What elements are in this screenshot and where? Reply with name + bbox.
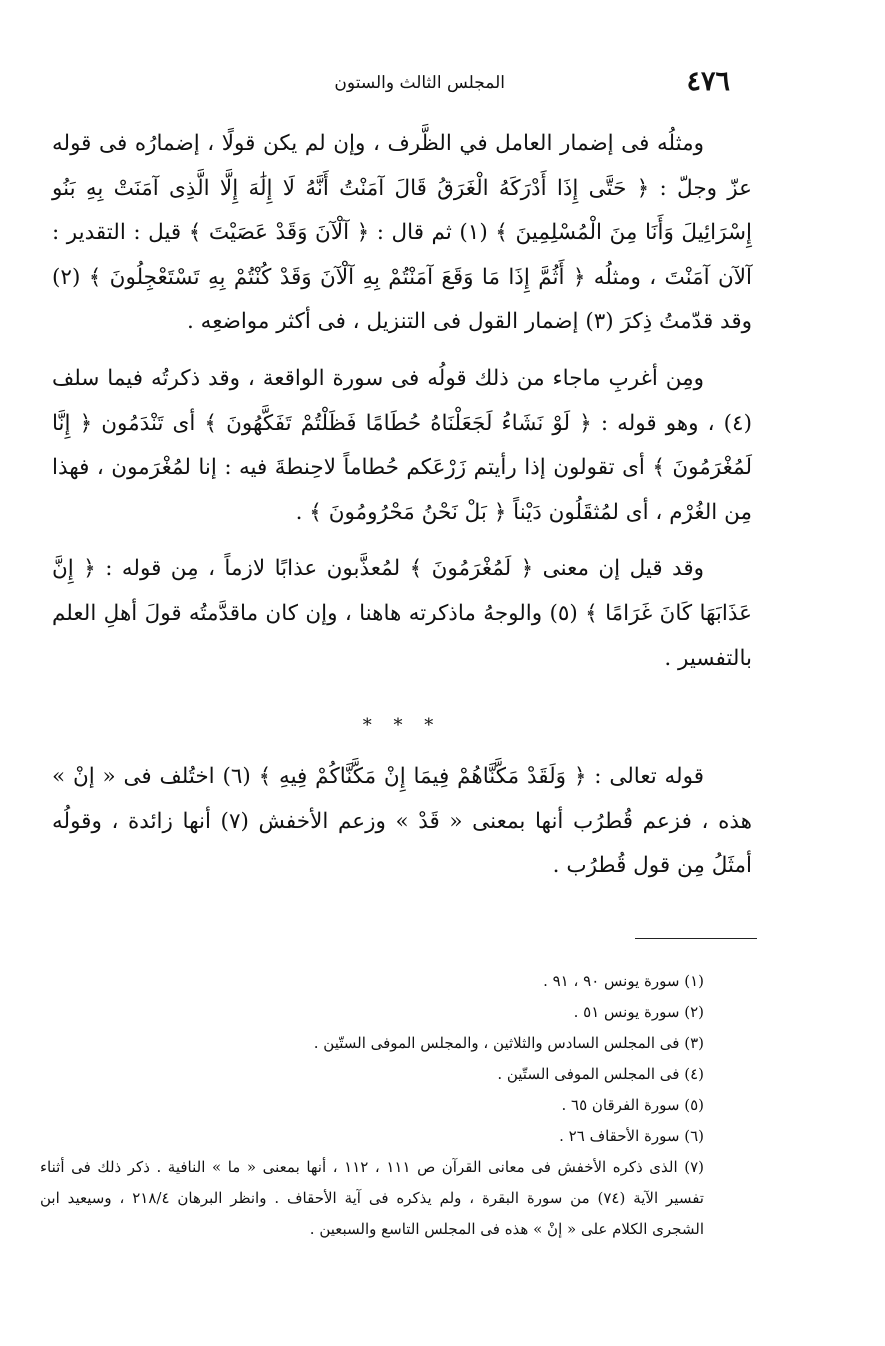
section-separator: * * * xyxy=(362,715,442,737)
page-header xyxy=(120,62,730,102)
footnote-divider xyxy=(635,938,757,939)
footnote-1: (١) سورة يونس ٩٠ ، ٩١ . xyxy=(543,972,704,990)
paragraph-2: ومِن أغربِ ماجاء من ذلك قولُه فى سورة الواقعة ، وقد ذكرتُه فيما سلف (٤) ، وهو قوله : ﴿ لَوْ نَشَاءُ لَجَعَلْنَاهُ حُطَامًا فَظَلْتُمْ تَفَكَّهُونَ ﴾ أى تَنْدَمُون ﴿ إِنَّا لَمُغْرَمُونَ ﴾ أى تقولون إذا رأيتم زَرْعَكم حُطاماً لاحِنطةَ فيه : إنا لمُغْرَمون ، فهذا مِن الغُرْم ، أى لمُثقَلُون دَيْناً ﴿ بَلْ نَحْنُ مَحْرُومُونَ ﴾ . xyxy=(52,365,752,525)
footnote-4: (٤) فى المجلس الموفى الستّين . xyxy=(497,1065,704,1083)
paragraph-4: قوله تعالى : ﴿ وَلَقَدْ مَكَّنَّاهُمْ فِيمَا إِنْ مَكَّنَّاكُمْ فِيهِ ﴾ (٦) اختُلف فى « إنْ » هذه ، فزعم قُطرُب أنها بمعنى « قَدْ » وزعم الأخفش (٧) أنها زائدة ، وقولُه أمثَلُ مِن قول قُطرُب . xyxy=(52,764,752,879)
footnotes xyxy=(40,966,752,1245)
footnote-3: (٣) فى المجلس السادس والثلاثين ، والمجلس الموفى الستّين . xyxy=(313,1034,704,1052)
footnote-2: (٢) سورة يونس ٥١ . xyxy=(573,1003,704,1021)
paragraph-1: ومثلُه فى إضمار العامل في الظَّرف ، وإن لم يكن قولًا ، إضمارُه فى قوله عزّ وجلّ : ﴿ حَتَّى إِذَا أَدْرَكَهُ الْغَرَقُ قَالَ آمَنْتُ أَنَّهُ لَا إِلَٰهَ إِلَّا الَّذِى آمَنَتْ بِهِ بَنُو إِسْرَائِيلَ وَأَنَا مِنَ الْمُسْلِمِينَ ﴾ (١) ثم قال : ﴿ آلْآنَ وَقَدْ عَصَيْتَ ﴾ قيل : التقدير : آلآن آمَنْتَ ، ومثلُه ﴿ أَثُمَّ إِذَا مَا وَقَعَ آمَنْتُمْ بِهِ آلْآنَ وَقَدْ كُنْتُمْ بِهِ تَسْتَعْجِلُونَ ﴾ (٢) وقد قدّمتُ ذِكرَ (٣) إضمار القول فى التنزيل ، فى أكثر مواضعِه . xyxy=(52,131,752,335)
footnote-5: (٥) سورة الفرقان ٦٥ . xyxy=(561,1096,704,1114)
footnote-7: (٧) الذى ذكره الأخفش فى معانى القرآن ص ١١١ ، ١١٢ ، أنها بمعنى « ما » النافية . ذكر ذلك فى أثناء تفسير الآية (٧٤) من سورة البقرة ، ولم يذكره فى آية الأحقاف . وانظر البرهان ٢١٨/٤ ، وسيعيد ابن الشجرى الكلام على « إنْ » هذه فى المجلس التاسع والسبعين . xyxy=(40,1158,705,1238)
page-number: ٤٧٦ xyxy=(686,66,730,97)
paragraph-3: وقد قيل إن معنى ﴿ لَمُغْرَمُونَ ﴾ لمُعذَّبون عذابًا لازماً ، مِن قوله : ﴿ إِنَّ عَذَابَهَا كَانَ غَرَامًا ﴾ (٥) والوجهُ ماذكرته هاهنا ، وإن كان ماقدَّمتُه قولَ أهلِ العلم بالتفسير . xyxy=(52,556,752,671)
footnote-6: (٦) سورة الأحقاف ٢٦ . xyxy=(559,1127,704,1145)
main-text xyxy=(52,122,752,901)
running-title: المجلس الثالث والستون xyxy=(334,73,505,93)
